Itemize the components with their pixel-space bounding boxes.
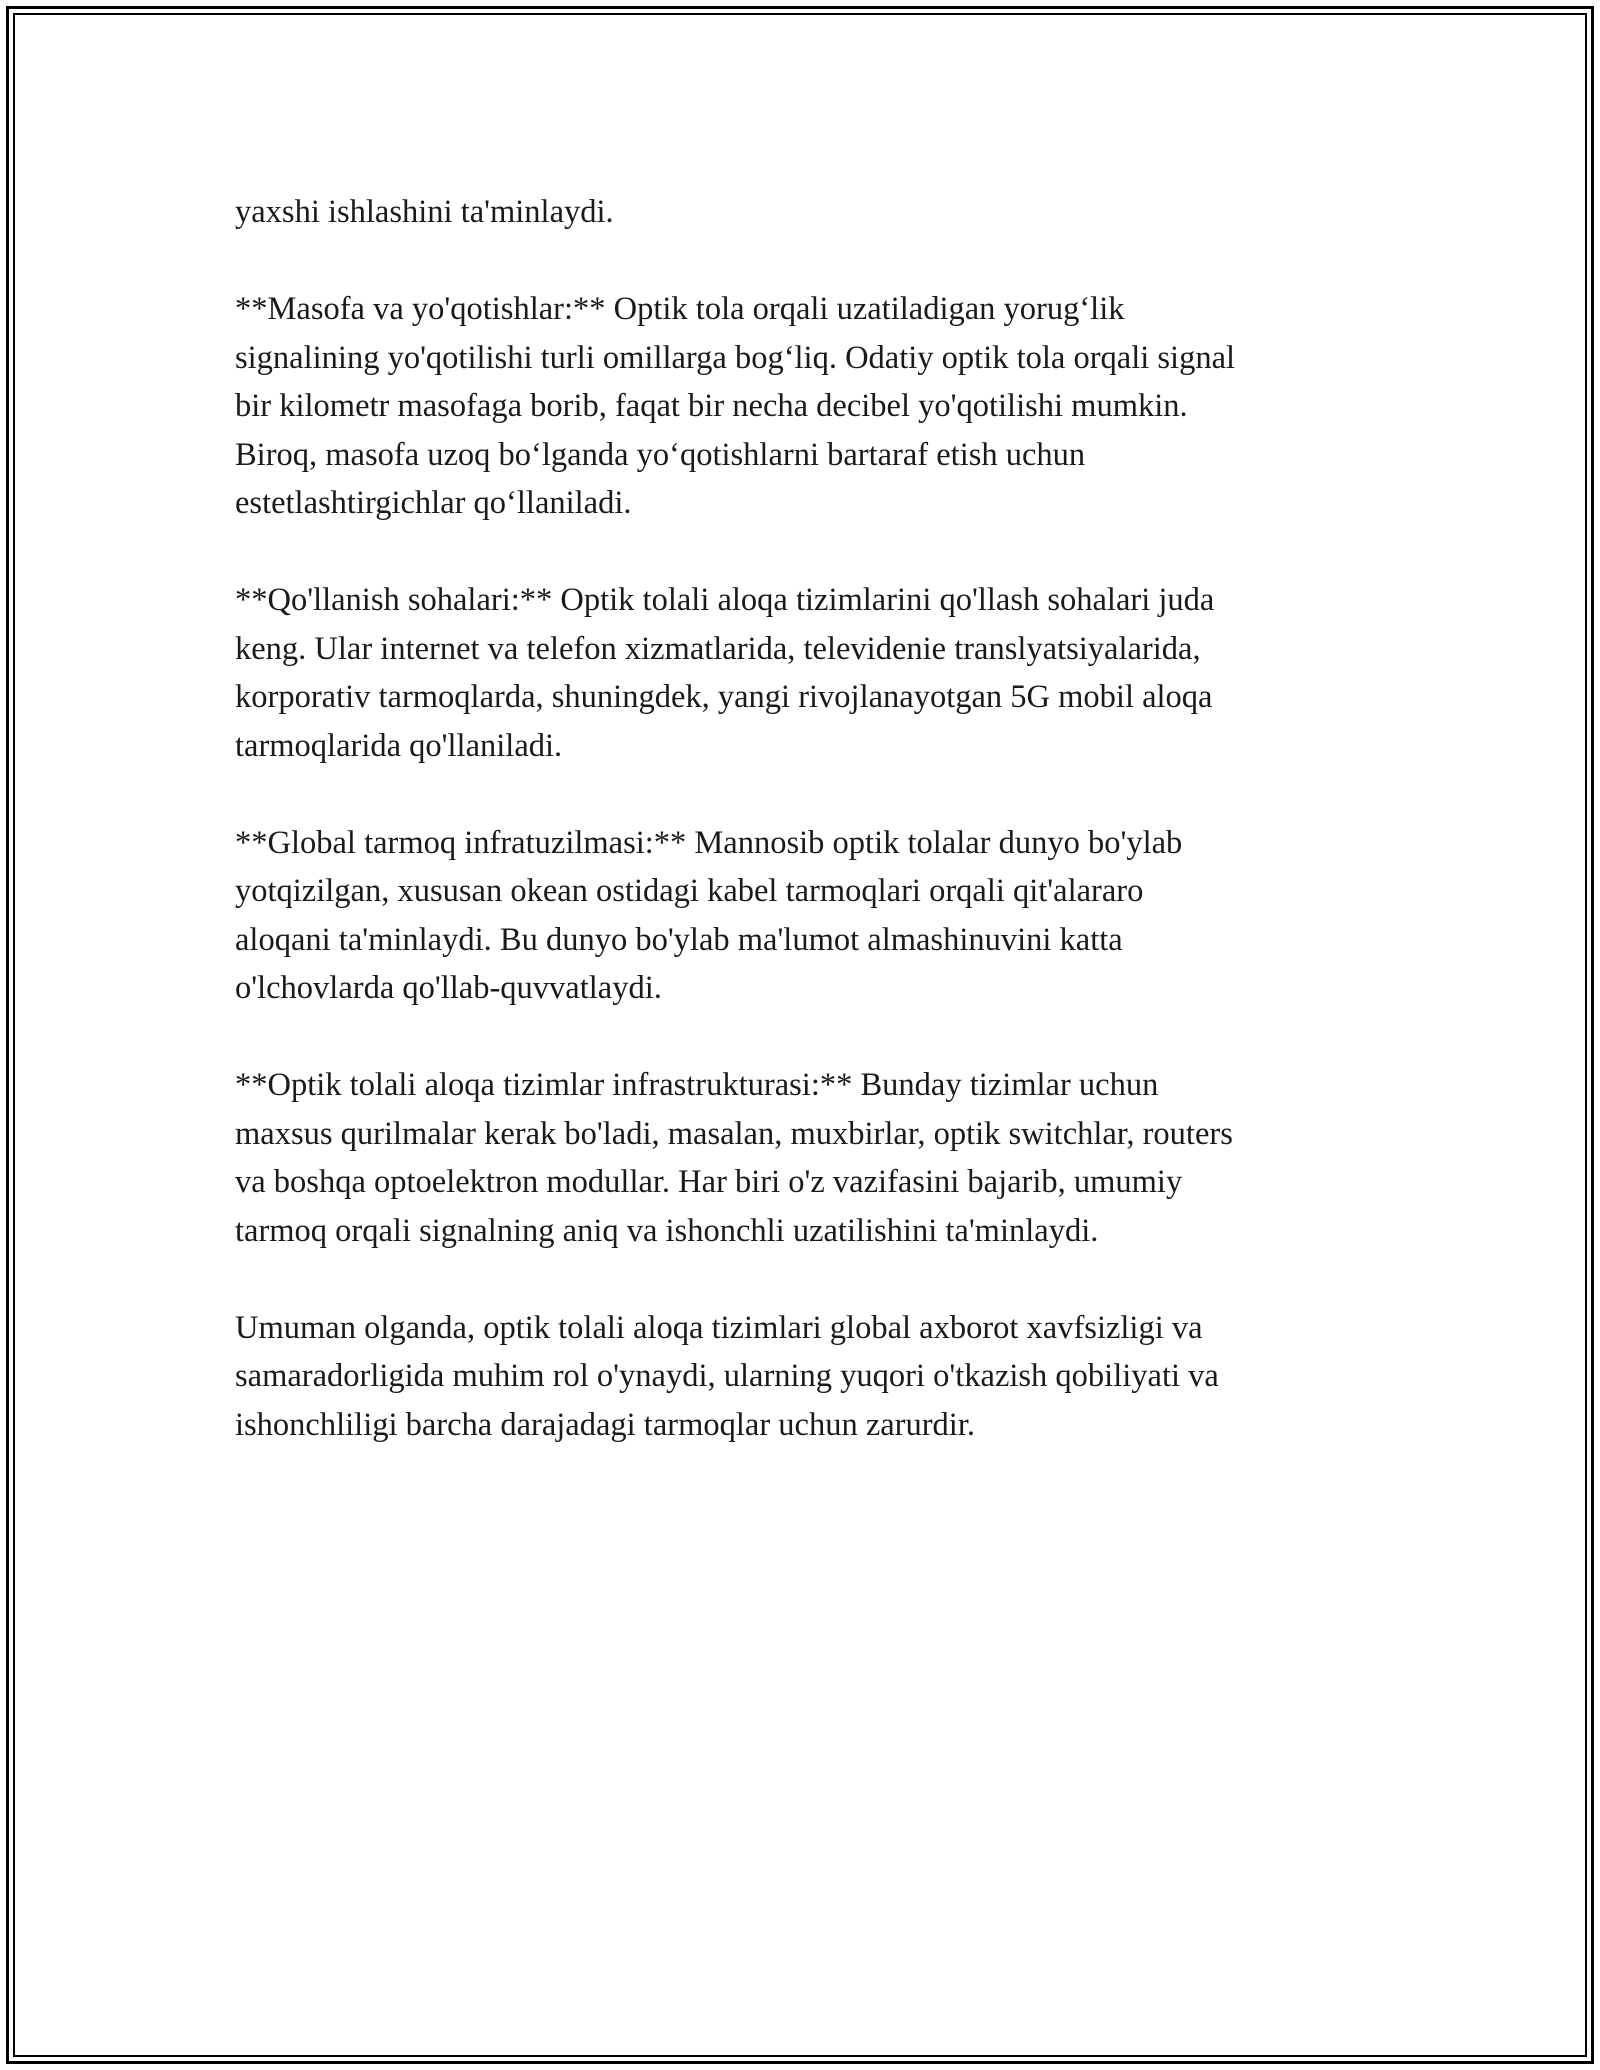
text-line: va boshqa optoelektron modullar. Har biri o'z vazifasini bajarib, umumiy [235,1164,1183,1200]
text-line: Umuman olganda, optik tolali aloqa tizimlari global axborot xavfsizligi va [235,1309,1203,1346]
text-line: samaradorligida muhim rol o'ynaydi, ularning yuqori o'tkazish qobiliyati va [235,1358,1219,1394]
paragraph-system-infrastructure [235,1061,1365,1255]
text-line: korporativ tarmoqlarda, shuningdek, yangi rivojlanayotgan 5G mobil aloqa [235,679,1213,715]
text-line: ishonchliligi barcha darajadagi tarmoqlar uchun zarurdir. [235,1406,975,1443]
text-line: **Masofa va yo'qotishlar:** Optik tola orqali uzatiladigan yorug‘lik [235,291,1125,327]
text-line: **Optik tolali aloqa tizimlar infrastrukturasi:** Bunday tizimlar uchun [235,1067,1159,1103]
text-line: signalining yo'qotilishi turli omillarga bog‘liq. Odatiy optik tola orqali signal [235,339,1236,376]
text-line: yaxshi ishlashini ta'minlaydi. [235,194,614,230]
paragraph-conclusion [235,1304,1365,1450]
text-line: **Global tarmoq infratuzilmasi:** Mannosib optik tolalar dunyo bo'ylab [235,824,1183,861]
text-line: bir kilometr masofaga borib, faqat bir necha decibel yo'qotilishi mumkin. [235,388,1188,424]
paragraph-distance-losses [235,285,1365,528]
document-body [235,188,1365,1498]
text-line: tarmoqlarida qo'llaniladi. [235,727,563,764]
text-line: o'lchovlarda qo'llab-quvvatlaydi. [235,970,662,1006]
text-line: yotqizilgan, xususan okean ostidagi kabel tarmoqlari orqali qit'alararo [235,873,1144,909]
text-line: keng. Ular internet va telefon xizmatlarida, televidenie translyatsiyalarida, [235,630,1201,667]
text-line: aloqani ta'minlaydi. Bu dunyo bo'ylab ma'lumot almashinuvini katta [235,921,1123,958]
paragraph-application-areas [235,576,1365,770]
text-line: **Qo'llanish sohalari:** Optik tolali aloqa tizimlarini qo'llash sohalari juda [235,582,1215,618]
text-line: tarmoq orqali signalning aniq va ishonchli uzatilishini ta'minlaydi. [235,1212,1099,1249]
paragraph-continuation [235,188,1365,237]
text-line: Biroq, masofa uzoq bo‘lganda yo‘qotishlarni bartaraf etish uchun [235,436,1086,473]
text-line: maxsus qurilmalar kerak bo'ladi, masalan, muxbirlar, optik switchlar, routers [235,1115,1233,1152]
text-line: estetlashtirgichlar qo‘llaniladi. [235,485,632,521]
paragraph-global-infrastructure [235,819,1365,1013]
